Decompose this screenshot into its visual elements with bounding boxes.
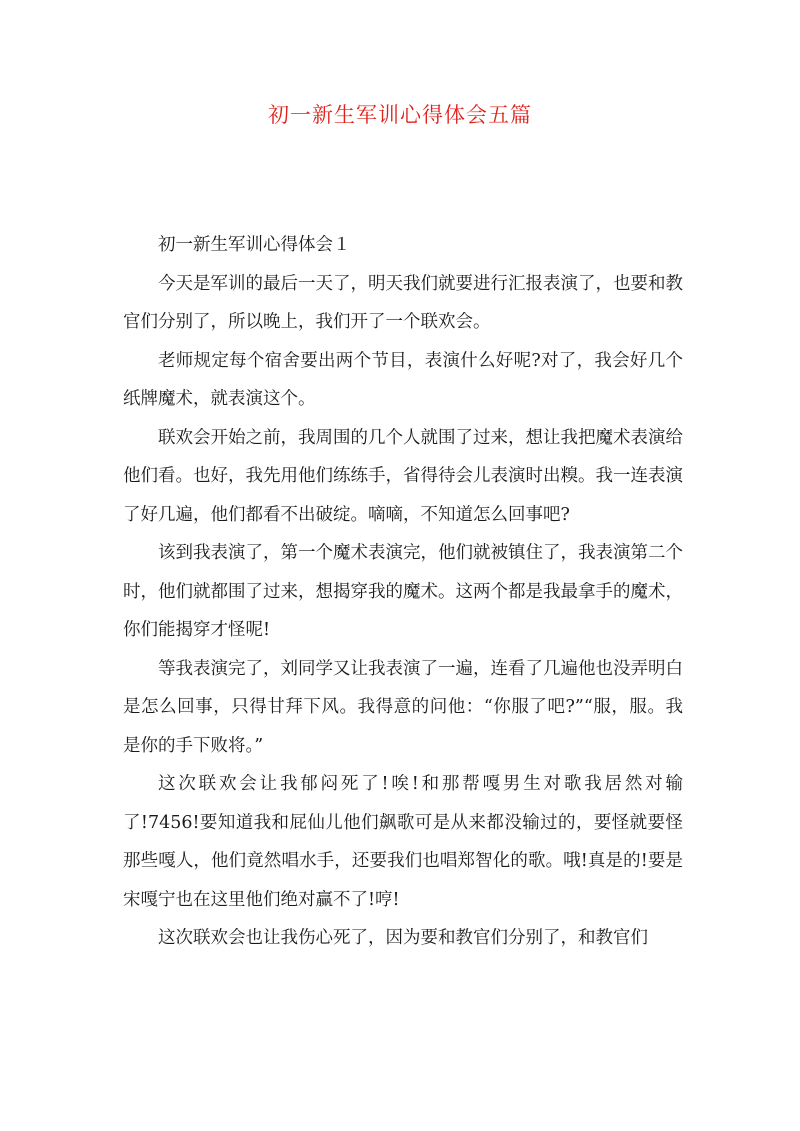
section-heading: 初一新生军训心得体会１	[158, 235, 351, 255]
paragraph-3: 联欢会开始之前，我周围的几个人就围了过来，想让我把魔术表演给他们看。也好，我先用他们练练手，省得待会儿表演时出糗。我一连表演了好几遍，他们都看不出破绽。嘀嘀，不知道怎么回事吧?	[123, 427, 683, 525]
paragraph-6: 这次联欢会让我郁闷死了!唉!和那帮嘎男生对歌我居然对输了!7456!要知道我和屁仙儿他们飙歌可是从来都没输过的，要怪就要怪那些嘎人，他们竟然唱水手，还要我们也唱郑智化的歌。哦!真是的!要是宋嘎宁也在这里他们绝对赢不了!哼!	[123, 774, 683, 910]
document-title: 初一新生军训心得体会五篇	[268, 103, 532, 127]
paragraph-1: 今天是军训的最后一天了，明天我们就要进行汇报表演了，也要和教官们分别了，所以晚上，我们开了一个联欢会。	[123, 273, 683, 332]
paragraph-5: 等我表演完了，刘同学又让我表演了一遍，连看了几遍他也没弄明白是怎么回事，只得甘拜下风。我得意的问他：“你服了吧?”“服，服。我是你的手下败将。”	[123, 658, 683, 756]
paragraph-7: 这次联欢会也让我伤心死了，因为要和教官们分别了，和教官们	[158, 928, 648, 948]
paragraph-2: 老师规定每个宿舍要出两个节目，表演什么好呢?对了，我会好几个纸牌魔术，就表演这个。	[123, 350, 683, 409]
paragraph-4: 该到我表演了，第一个魔术表演完，他们就被镇住了，我表演第二个时，他们就都围了过来，想揭穿我的魔术。这两个都是我最拿手的魔术，你们能揭穿才怪呢!	[123, 543, 683, 640]
document-body	[123, 226, 683, 958]
